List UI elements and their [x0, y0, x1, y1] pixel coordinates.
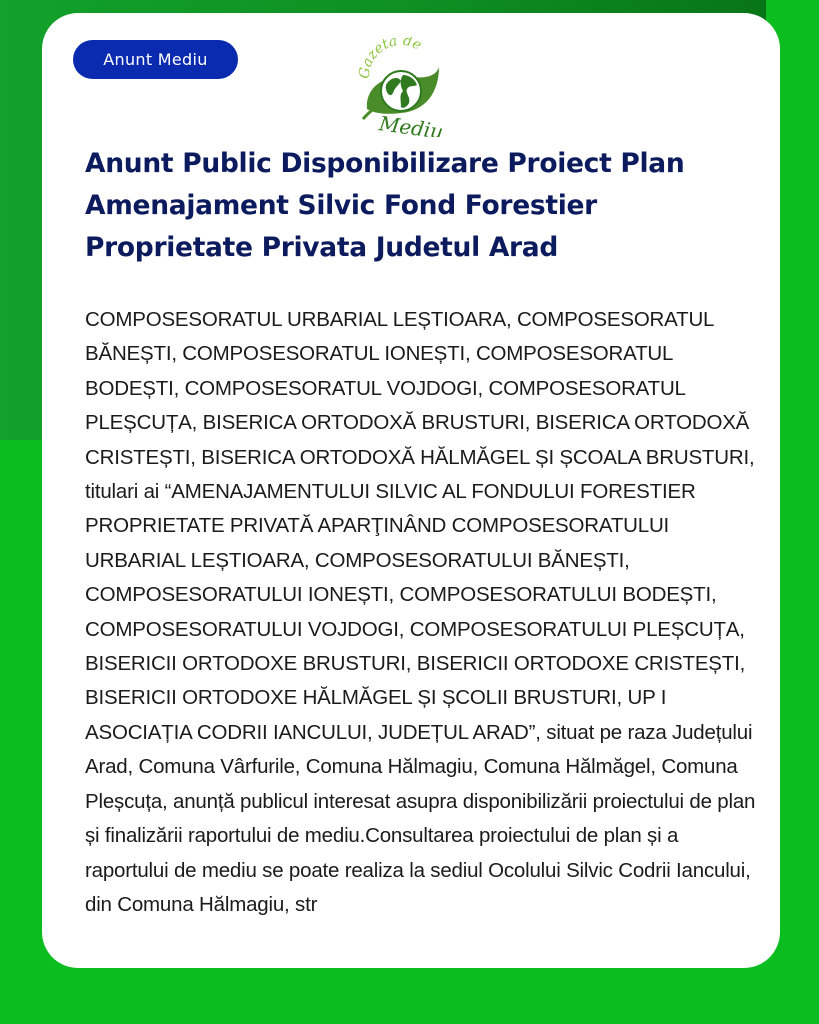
article-body: COMPOSESORATUL URBARIAL LEȘTIOARA, COMPOSESORATUL BĂNEȘTI, COMPOSESORATUL IONEȘTI, COMPOSESORATUL BODEȘTI, COMPOSESORATUL VOJDOGI, COMPOSESORATUL PLEȘCUȚA, BISERICA ORTODOXĂ BRUSTURI, BISERICA ORTODOXĂ CRISTEȘTI, BISERICA ORTODOXĂ HĂLMĂGEL ȘI ȘCOALA BRUSTURI, titulari ai “AMENAJAMENTULUI SILVIC AL FONDULUI FORESTIER PROPRIETATE PRIVATĂ APARŢINÂND COMPOSESORATULUI URBARIAL LEȘTIOARA, COMPOSESORATULUI BĂNEȘTI, COMPOSESORATULUI IONEȘTI, COMPOSESORATULUI BODEȘTI, COMPOSESORATULUI VOJDOGI, COMPOSESORATULUI PLEȘCUȚA, BISERICII ORTODOXE BRUSTURI, BISERICII ORTODOXE CRISTEȘTI, BISERICII ORTODOXE HĂLMĂGEL ȘI ȘCOLII BRUSTURI, UP I ASOCIAȚIA CODRII IANCULUI, JUDEȚUL ARAD”, situat pe raza Județului Arad, Comuna Vârfurile, Comuna Hălmagiu, Comuna Hălmăgel, Comuna Pleșcuța, anunță publicul interesat asupra disponibilizării proiectului de plan și finalizării raportului de mediu.Consultarea proiectului de plan și a raportului de mediu se poate realiza la sediul Ocolului Silvic Codrii Iancului, din Comuna Hălmagiu, str: [85, 308, 756, 916]
logo-bottom-text: Mediu: [377, 111, 445, 137]
globe-leaf-icon: [355, 37, 445, 137]
announcement-card: [42, 13, 780, 968]
gazeta-de-mediu-logo: [355, 37, 445, 137]
category-badge[interactable]: Anunt Mediu: [73, 40, 238, 79]
logo-top-text: Gazeta de: [356, 37, 425, 80]
article-title: Anunt Public Disponibilizare Proiect Plan Amenajament Silvic Fond Forestier Proprietate Privata Judetul Arad: [85, 148, 685, 263]
